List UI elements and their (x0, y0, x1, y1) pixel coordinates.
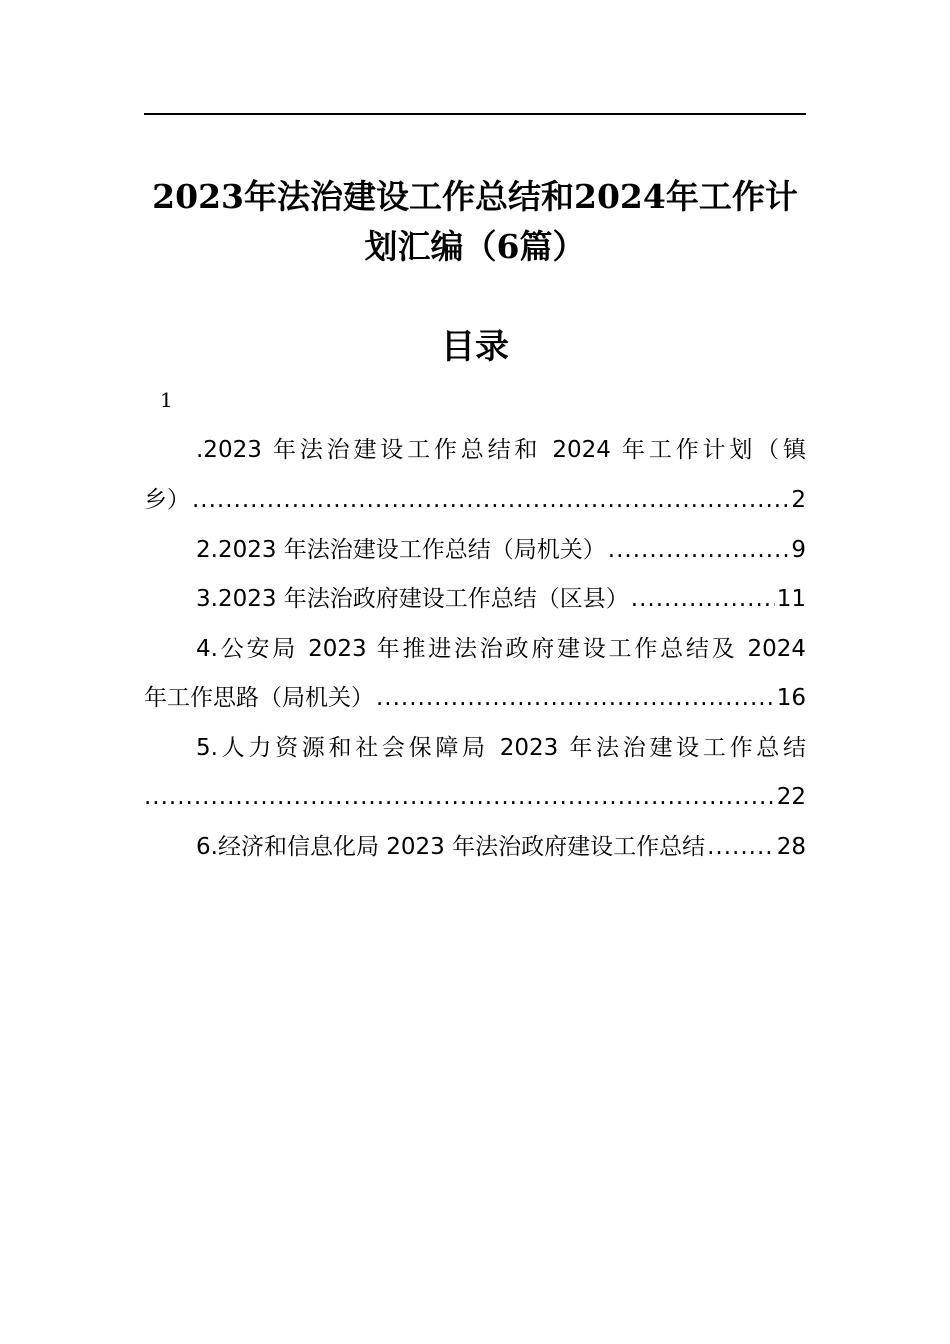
toc-entry-3[interactable] (144, 582, 806, 616)
toc-entry-1-page: 2 (791, 487, 806, 513)
toc-entry-4-line-1[interactable] (144, 632, 806, 666)
toc-entry-4-page: 16 (776, 685, 806, 711)
toc-entry-2-text: 2.2023 年法治建设工作总结（局机关） (196, 537, 606, 563)
toc-entry-3-page: 11 (776, 586, 806, 612)
toc-dot-leader (144, 780, 775, 814)
toc-entry-2[interactable] (144, 533, 806, 567)
toc-entry-5-text: 5.人力资源和社会保障局 2023 年法治建设工作总结 (196, 735, 806, 761)
toc-entry-4-line-2[interactable] (144, 681, 806, 715)
toc-dot-leader (707, 830, 775, 864)
toc-dot-leader (608, 533, 790, 567)
toc-entry-4-text: 4.公安局 2023 年推进法治政府建设工作总结及 2024 (196, 636, 806, 662)
toc-entry-6-page: 28 (776, 834, 806, 860)
toc-entry-3-text: 3.2023 年法治政府建设工作总结（区县） (196, 586, 629, 612)
toc-entry-5-page: 22 (776, 784, 806, 810)
toc-entry-6[interactable] (144, 830, 806, 864)
toc-dot-leader (192, 483, 789, 517)
toc-entry-5-line-2[interactable] (144, 780, 806, 814)
toc-entry-6-text: 6.经济和信息化局 2023 年法治政府建设工作总结 (196, 834, 706, 860)
toc-entry-1-line-2[interactable] (144, 483, 806, 517)
document-title (144, 172, 806, 272)
toc-entry-1-text: .2023 年法治建设工作总结和 2024 年工作计划（镇 (196, 437, 806, 463)
toc-heading: 目录 (441, 327, 509, 367)
toc-entry-1-line-1[interactable] (144, 433, 806, 467)
toc-entry-4-text-continued: 年工作思路（局机关） (144, 685, 374, 711)
document-title-line-1: 2023年法治建设工作总结和2024年工作计 (152, 177, 798, 216)
document-title-line-2: 划汇编（6篇） (364, 227, 586, 266)
page-marker: 1 (160, 388, 173, 412)
toc-entry-1-text-continued: 乡） (144, 487, 190, 513)
toc-dot-leader (376, 681, 775, 715)
toc-dot-leader (631, 582, 775, 616)
toc-entry-2-page: 9 (791, 537, 806, 563)
toc-entry-5-line-1[interactable] (144, 731, 806, 765)
header-rule (144, 113, 806, 115)
